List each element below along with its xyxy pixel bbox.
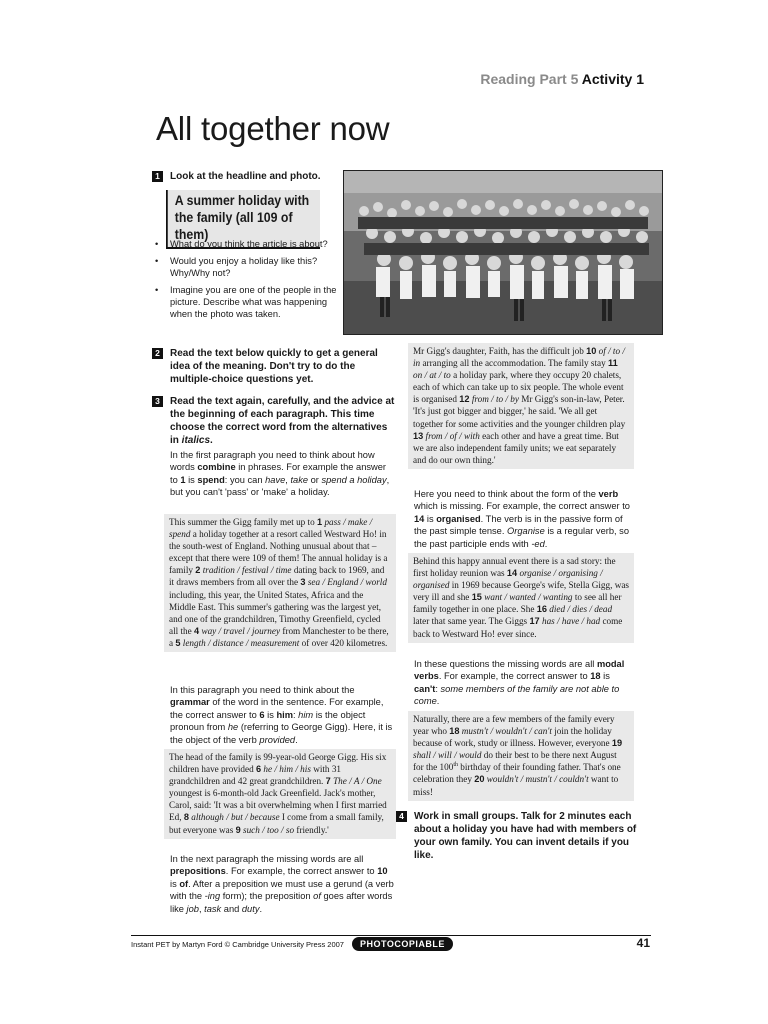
question-item: • Imagine you are one of the people in the picture. Describe what was happening when the photo was taken.	[155, 284, 341, 320]
task-text: Look at the headline and photo.	[170, 171, 321, 182]
task-4	[396, 810, 641, 862]
article-headline: A summer holiday with the family (all 109 of them)	[166, 190, 320, 249]
task-1	[152, 170, 342, 183]
task-2	[152, 347, 397, 386]
task-number: 3	[152, 396, 163, 407]
task-text: Read the text again, carefully, and the advice at the beginning of each paragraph. This time choose the correct word from the alternatives in italics.	[170, 396, 395, 446]
advice-paragraph-4: Here you need to think about the form of the verb which is missing. For example, the correct answer to 14 is organised. The verb is in the passive form of the past simple tense. Organise is a regular verb, so the past participle ends with -ed.	[414, 489, 630, 549]
passage-paragraph-4: Behind this happy annual event there is a sad story: the first holiday reunion was 14 organise / organising / organised in 1969 because George's wife, Stella Gigg, was very ill and she 15 want / wanted / wanting to see all her family together in one place. She 16 died / dies / dead later that same year. The Giggs 17 has / have / had come back to Westward Ho! ever since.	[408, 553, 634, 643]
task-number: 1	[152, 171, 163, 182]
page-title: All together now	[156, 110, 390, 147]
family-group-photo	[343, 170, 663, 335]
photocopiable-badge: PHOTOCOPIABLE	[352, 937, 453, 951]
activity-label: Activity 1	[581, 71, 644, 87]
footer-credit: Instant PET by Martyn Ford © Cambridge University Press 2007	[131, 940, 344, 949]
passage-paragraph-5: Naturally, there are a few members of the family every year who 18 mustn't / wouldn't / can't join the holiday because of work, study or illness. However, everyone 19 shall / will / would do their best to be there next August for the 100th birthday of their founding father. That's one celebration they 20 wouldn't / mustn't / couldn't want to miss!	[408, 711, 634, 801]
section-label: Reading Part 5	[480, 71, 579, 87]
advice-paragraph-5: In these questions the missing words are all modal verbs. For example, the correct answer to 18 is can't: some members of the family are not able to come.	[414, 659, 625, 707]
task-number: 2	[152, 348, 163, 359]
advice-paragraph-2: In this paragraph you need to think about the grammar of the word in the sentence. For example, the correct answer to 6 is him: him is the object pronoun from he (referring to George Gigg). Here, it is the object of the verb provided.	[170, 685, 393, 745]
task-3	[152, 395, 397, 447]
page-header	[480, 71, 644, 87]
task-text: Work in small groups. Talk for 2 minutes each about a holiday you have had with members of your own family. You can invent details if you like.	[414, 811, 637, 861]
photo-image	[344, 171, 662, 334]
discussion-questions	[155, 238, 341, 325]
task-number: 4	[396, 811, 407, 822]
question-item: • Would you enjoy a holiday like this? Why/Why not?	[155, 255, 341, 279]
passage-paragraph-3: Mr Gigg's daughter, Faith, has the difficult job 10 of / to / in arranging all the accommodation. The family stay 11 on / at / to a holiday park, where they occupy 20 chalets, each of which can take up to six people. The whole event is organised 12 from / to / by Mr Gigg's son-in-law, Peter. 'It's just got bigger and bigger,' he said. 'We all get together for some activities and the younger children play 13 from / of / with each other and have a great time. But we are also independent family units; we eat separately and do our own thing.'	[408, 343, 634, 469]
passage-paragraph-1: This summer the Gigg family met up to 1 pass / make / spend a holiday together at a resort called Westward Ho! in the south-west of England. Nothing unusual about that – except that there were 109 of them! The annual holiday is a family 2 tradition / festival / time dating back to 1969, and it draws members from all over the 3 sea / England / world including, this year, the United States, Africa and the Middle East. This summer's gathering was the largest yet, and one of the grandchildren, Timothy Greenfield, cycled all the 4 way / travel / journey from Manchester to be there, a 5 length / distance / measurement of over 420 kilometres.	[164, 514, 396, 652]
passage-paragraph-2: The head of the family is 99-year-old George Gigg. His six children have provided 6 he / him / his with 31 grandchildren and 42 great grandchildren. 7 The / A / One youngest is 6-month-old Jack Greenfield. Jack's mother, Carol, said: 'It was a bit overwhelming when I first married Ed, 8 although / but / because I come from a small family, but everyone was 9 such / too / so friendly.'	[164, 749, 396, 839]
task-text: Read the text below quickly to get a general idea of the meaning. Don't try to do the multiple-choice questions yet.	[170, 348, 378, 385]
advice-paragraph-1: In the first paragraph you need to think about how words combine in phrases. For example the answer to 1 is spend: you can have, take or spend a holiday, but you can't 'pass' or 'make' a holiday.	[170, 450, 390, 498]
footer-divider	[131, 935, 651, 936]
question-item: • What do you think the article is about?	[155, 238, 341, 250]
advice-paragraph-3: In the next paragraph the missing words are all prepositions. For example, the correct answer to 10 is of. After a preposition we must use a gerund (a verb with the -ing form); the preposition of goes after words like job, task and duty.	[170, 854, 394, 914]
page-number: 41	[636, 936, 650, 950]
